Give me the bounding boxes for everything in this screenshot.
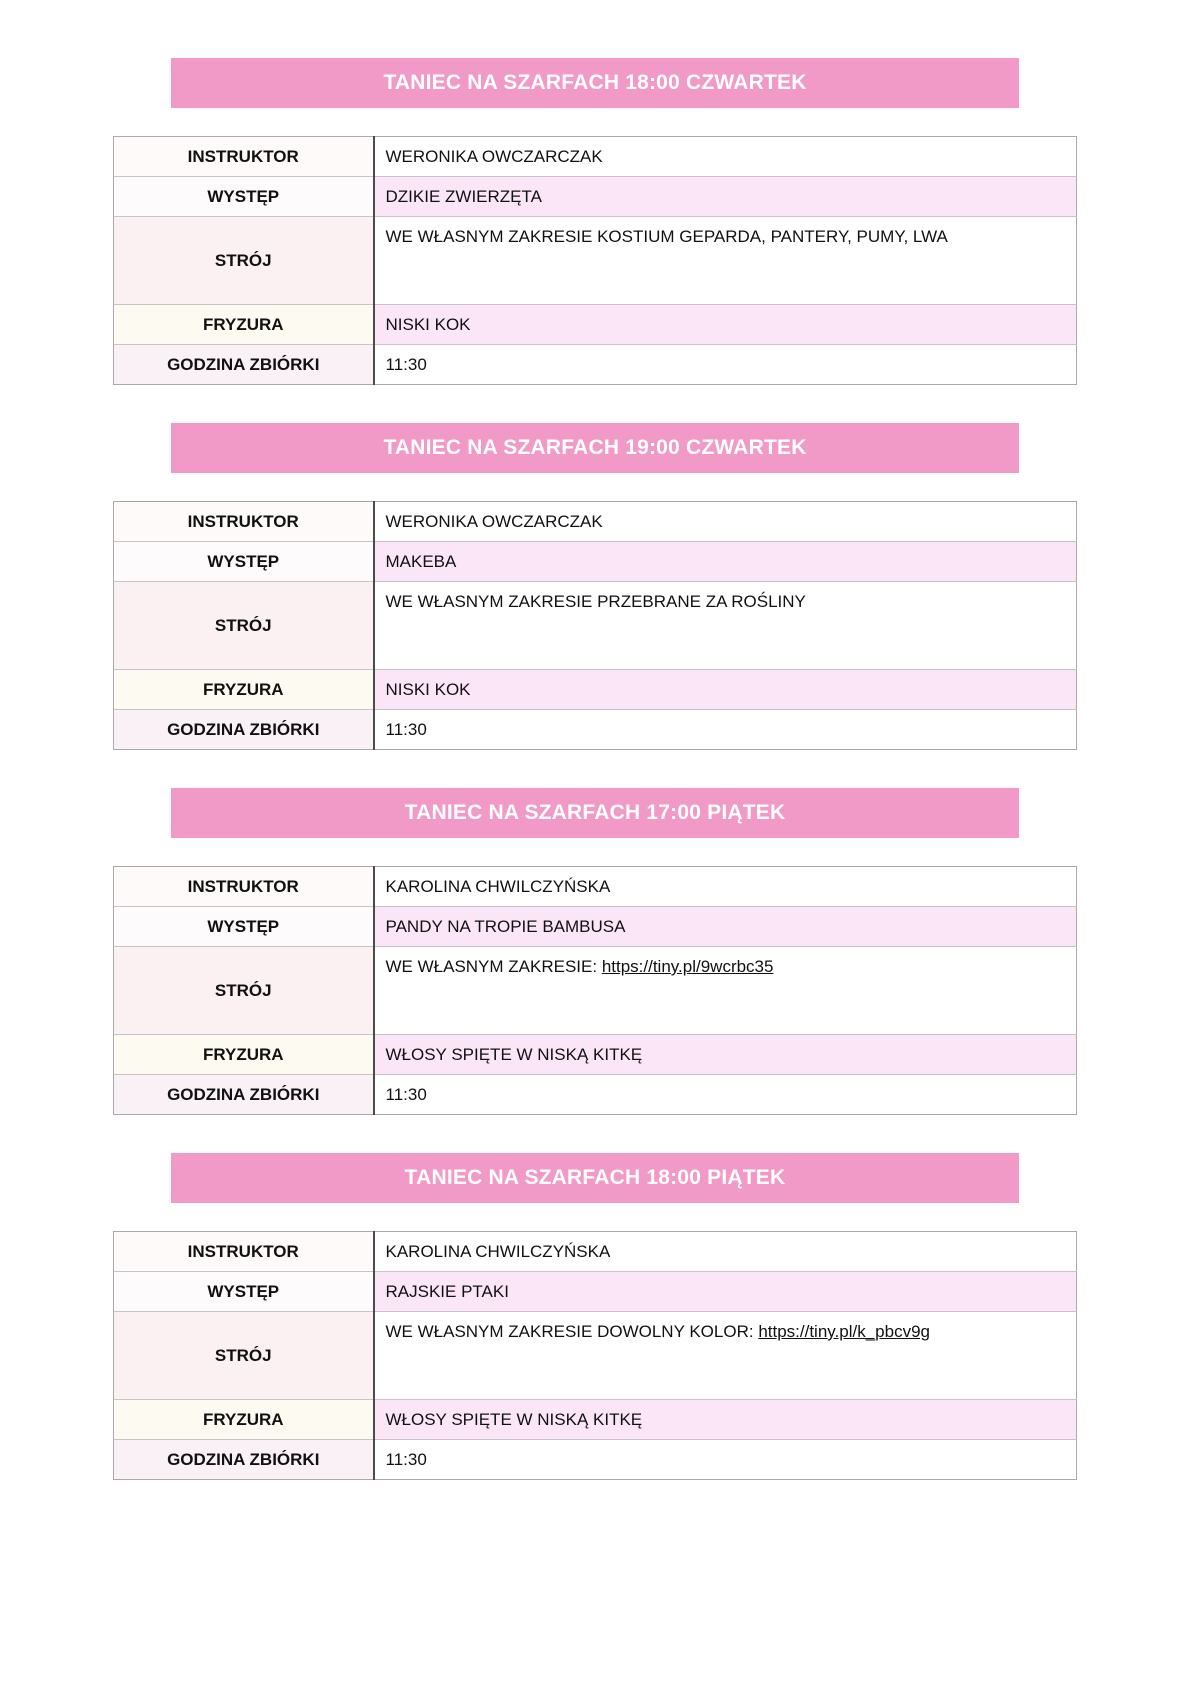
section-title: TANIEC NA SZARFACH 18:00 PIĄTEK (404, 1166, 786, 1189)
costume-link[interactable]: https://tiny.pl/9wcrbc35 (601, 957, 774, 976)
label-fryzura: FRYZURA (114, 1035, 374, 1075)
value-fryzura: NISKI KOK (374, 670, 1077, 710)
table-row-instruktor (114, 1232, 1077, 1272)
table-row-wystep (114, 907, 1077, 947)
schedule-table (113, 501, 1077, 750)
table-row-wystep (114, 542, 1077, 582)
schedule-table (113, 136, 1077, 385)
table-row-fryzura (114, 1035, 1077, 1075)
value-stroj (374, 1312, 1077, 1400)
value-godzina-zbiorki: 11:30 (374, 1075, 1077, 1115)
value-instruktor: WERONIKA OWCZARCZAK (374, 502, 1077, 542)
section-czwartek-1900 (0, 423, 1190, 750)
label-stroj: STRÓJ (114, 582, 374, 670)
label-wystep: WYSTĘP (114, 542, 374, 582)
schedule-table (113, 1231, 1077, 1480)
value-godzina-zbiorki: 11:30 (374, 1440, 1077, 1480)
label-godzina-zbiorki: GODZINA ZBIÓRKI (114, 1075, 374, 1115)
label-fryzura: FRYZURA (114, 1400, 374, 1440)
stroj-text: WE WŁASNYM ZAKRESIE KOSTIUM GEPARDA, PANTERY, PUMY, LWA (385, 227, 948, 246)
section-piatek-1800 (0, 1153, 1190, 1480)
label-wystep: WYSTĘP (114, 177, 374, 217)
label-fryzura: FRYZURA (114, 670, 374, 710)
label-godzina-zbiorki: GODZINA ZBIÓRKI (114, 345, 374, 385)
value-wystep: RAJSKIE PTAKI (374, 1272, 1077, 1312)
schedule-table (113, 866, 1077, 1115)
label-stroj: STRÓJ (114, 217, 374, 305)
stroj-text: WE WŁASNYM ZAKRESIE PRZEBRANE ZA ROŚLINY (385, 592, 806, 611)
label-instruktor: INSTRUKTOR (114, 1232, 374, 1272)
table-row-fryzura (114, 1400, 1077, 1440)
table-row-stroj (114, 217, 1077, 305)
value-fryzura: WŁOSY SPIĘTE W NISKĄ KITKĘ (374, 1035, 1077, 1075)
value-instruktor: KAROLINA CHWILCZYŃSKA (374, 867, 1077, 907)
label-wystep: WYSTĘP (114, 907, 374, 947)
label-godzina-zbiorki: GODZINA ZBIÓRKI (114, 710, 374, 750)
table-row-stroj (114, 1312, 1077, 1400)
value-wystep: MAKEBA (374, 542, 1077, 582)
value-stroj (374, 947, 1077, 1035)
section-title-banner (171, 1153, 1019, 1203)
table-row-fryzura (114, 670, 1077, 710)
table-row-instruktor (114, 502, 1077, 542)
table-row-wystep (114, 177, 1077, 217)
section-title: TANIEC NA SZARFACH 17:00 PIĄTEK (404, 801, 786, 824)
value-stroj (374, 582, 1077, 670)
table-row-wystep (114, 1272, 1077, 1312)
section-title-banner (171, 788, 1019, 838)
label-stroj: STRÓJ (114, 947, 374, 1035)
label-fryzura: FRYZURA (114, 305, 374, 345)
table-row-godzina-zbiorki (114, 710, 1077, 750)
value-stroj (374, 217, 1077, 305)
value-fryzura: WŁOSY SPIĘTE W NISKĄ KITKĘ (374, 1400, 1077, 1440)
section-title-banner (171, 58, 1019, 108)
section-czwartek-1800 (0, 58, 1190, 385)
value-wystep: PANDY NA TROPIE BAMBUSA (374, 907, 1077, 947)
value-godzina-zbiorki: 11:30 (374, 710, 1077, 750)
label-instruktor: INSTRUKTOR (114, 502, 374, 542)
table-row-godzina-zbiorki (114, 345, 1077, 385)
section-title: TANIEC NA SZARFACH 19:00 CZWARTEK (383, 436, 807, 459)
value-fryzura: NISKI KOK (374, 305, 1077, 345)
value-instruktor: KAROLINA CHWILCZYŃSKA (374, 1232, 1077, 1272)
section-piatek-1700 (0, 788, 1190, 1115)
table-row-instruktor (114, 137, 1077, 177)
label-stroj: STRÓJ (114, 1312, 374, 1400)
label-instruktor: INSTRUKTOR (114, 867, 374, 907)
stroj-text: WE WŁASNYM ZAKRESIE DOWOLNY KOLOR: (385, 1322, 759, 1341)
label-wystep: WYSTĘP (114, 1272, 374, 1312)
value-godzina-zbiorki: 11:30 (374, 345, 1077, 385)
value-instruktor: WERONIKA OWCZARCZAK (374, 137, 1077, 177)
value-wystep: DZIKIE ZWIERZĘTA (374, 177, 1077, 217)
table-row-instruktor (114, 867, 1077, 907)
label-godzina-zbiorki: GODZINA ZBIÓRKI (114, 1440, 374, 1480)
section-title: TANIEC NA SZARFACH 18:00 CZWARTEK (383, 71, 807, 94)
table-row-stroj (114, 582, 1077, 670)
stroj-text: WE WŁASNYM ZAKRESIE: (385, 957, 602, 976)
section-title-banner (171, 423, 1019, 473)
table-row-godzina-zbiorki (114, 1440, 1077, 1480)
table-row-fryzura (114, 305, 1077, 345)
table-row-godzina-zbiorki (114, 1075, 1077, 1115)
label-instruktor: INSTRUKTOR (114, 137, 374, 177)
table-row-stroj (114, 947, 1077, 1035)
costume-link[interactable]: https://tiny.pl/k_pbcv9g (758, 1322, 930, 1341)
